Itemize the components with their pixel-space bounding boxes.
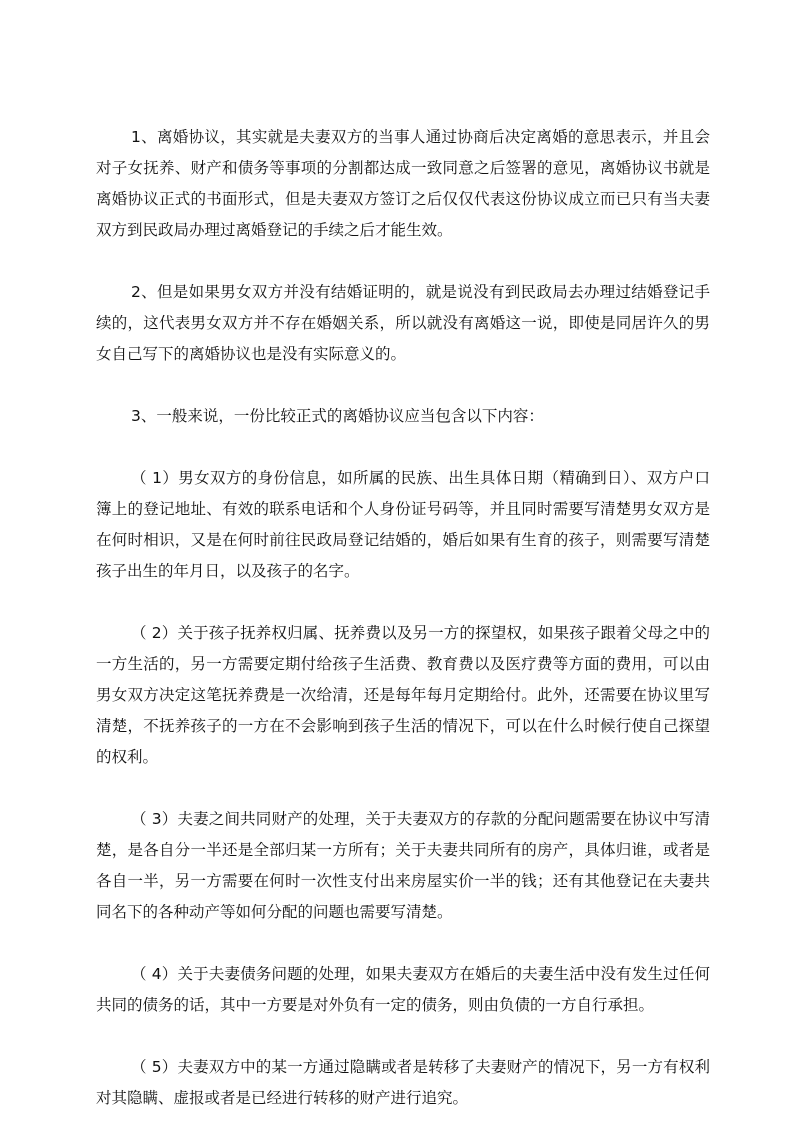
paragraph-item-2: （ 2）关于孩子抚养权归属、抚养费以及另一方的探望权，如果孩子跟着父母之中的一方生活的，另一方需要定期付给孩子生活费、教育费以及医疗费等方面的费用，可以由男女双方决定这笔抚养费是一次给清，还是每年每月定期给付。此外，还需要在协议里写清楚，不抚养孩子的一方在不会影响到孩子生活的情况下，可以在什么时候行使自己探望的权利。 [96, 624, 710, 766]
document-body [96, 122, 710, 1145]
paragraph-item-3: （ 3）夫妻之间共同财产的处理，关于夫妻双方的存款的分配问题需要在协议中写清楚，是各自分一半还是全部归某一方所有；关于夫妻共同所有的房产，具体归谁，或者是各自一半，另一方需要在何时一次性支付出来房屋实价一半的钱；还有其他登记在夫妻共同名下的各种动产等如何分配的问题也需要写清楚。 [96, 810, 710, 921]
paragraph-item-1: （ 1）男女双方的身份信息，如所属的民族、出生具体日期（精确到日）、双方户口簿上的登记地址、有效的联系电话和个人身份证号码等，并且同时需要写清楚男女双方是在何时相识，又是在何时前往民政局登记结婚的，婚后如果有生育的孩子，则需要写清楚孩子出生的年月日，以及孩子的名字。 [96, 469, 710, 580]
paragraph-item-4: （ 4）关于夫妻债务问题的处理，如果夫妻双方在婚后的夫妻生活中没有发生过任何共同的债务的话，其中一方要是对外负有一定的债务，则由负债的一方自行承担。 [96, 965, 710, 1014]
paragraph-2: 2、但是如果男女双方并没有结婚证明的，就是说没有到民政局去办理过结婚登记手续的，这代表男女双方并不存在婚姻关系，所以就没有离婚这一说，即使是同居许久的男女自己写下的离婚协议也是没有实际意义的。 [96, 283, 710, 363]
paragraph-item-5: （ 5）夫妻双方中的某一方通过隐瞒或者是转移了夫妻财产的情况下，另一方有权利对其隐瞒、虚报或者是已经进行转移的财产进行追究。 [96, 1058, 710, 1107]
paragraph-1: 1、离婚协议，其实就是夫妻双方的当事人通过协商后决定离婚的意思表示，并且会对子女抚养、财产和债务等事项的分割都达成一致同意之后签署的意见，离婚协议书就是离婚协议正式的书面形式，但是夫妻双方签订之后仅仅代表这份协议成立而已只有当夫妻双方到民政局办理过离婚登记的手续之后才能生效。 [96, 128, 710, 239]
paragraph-3: 3、一般来说，一份比较正式的离婚协议应当包含以下内容： [131, 407, 544, 425]
